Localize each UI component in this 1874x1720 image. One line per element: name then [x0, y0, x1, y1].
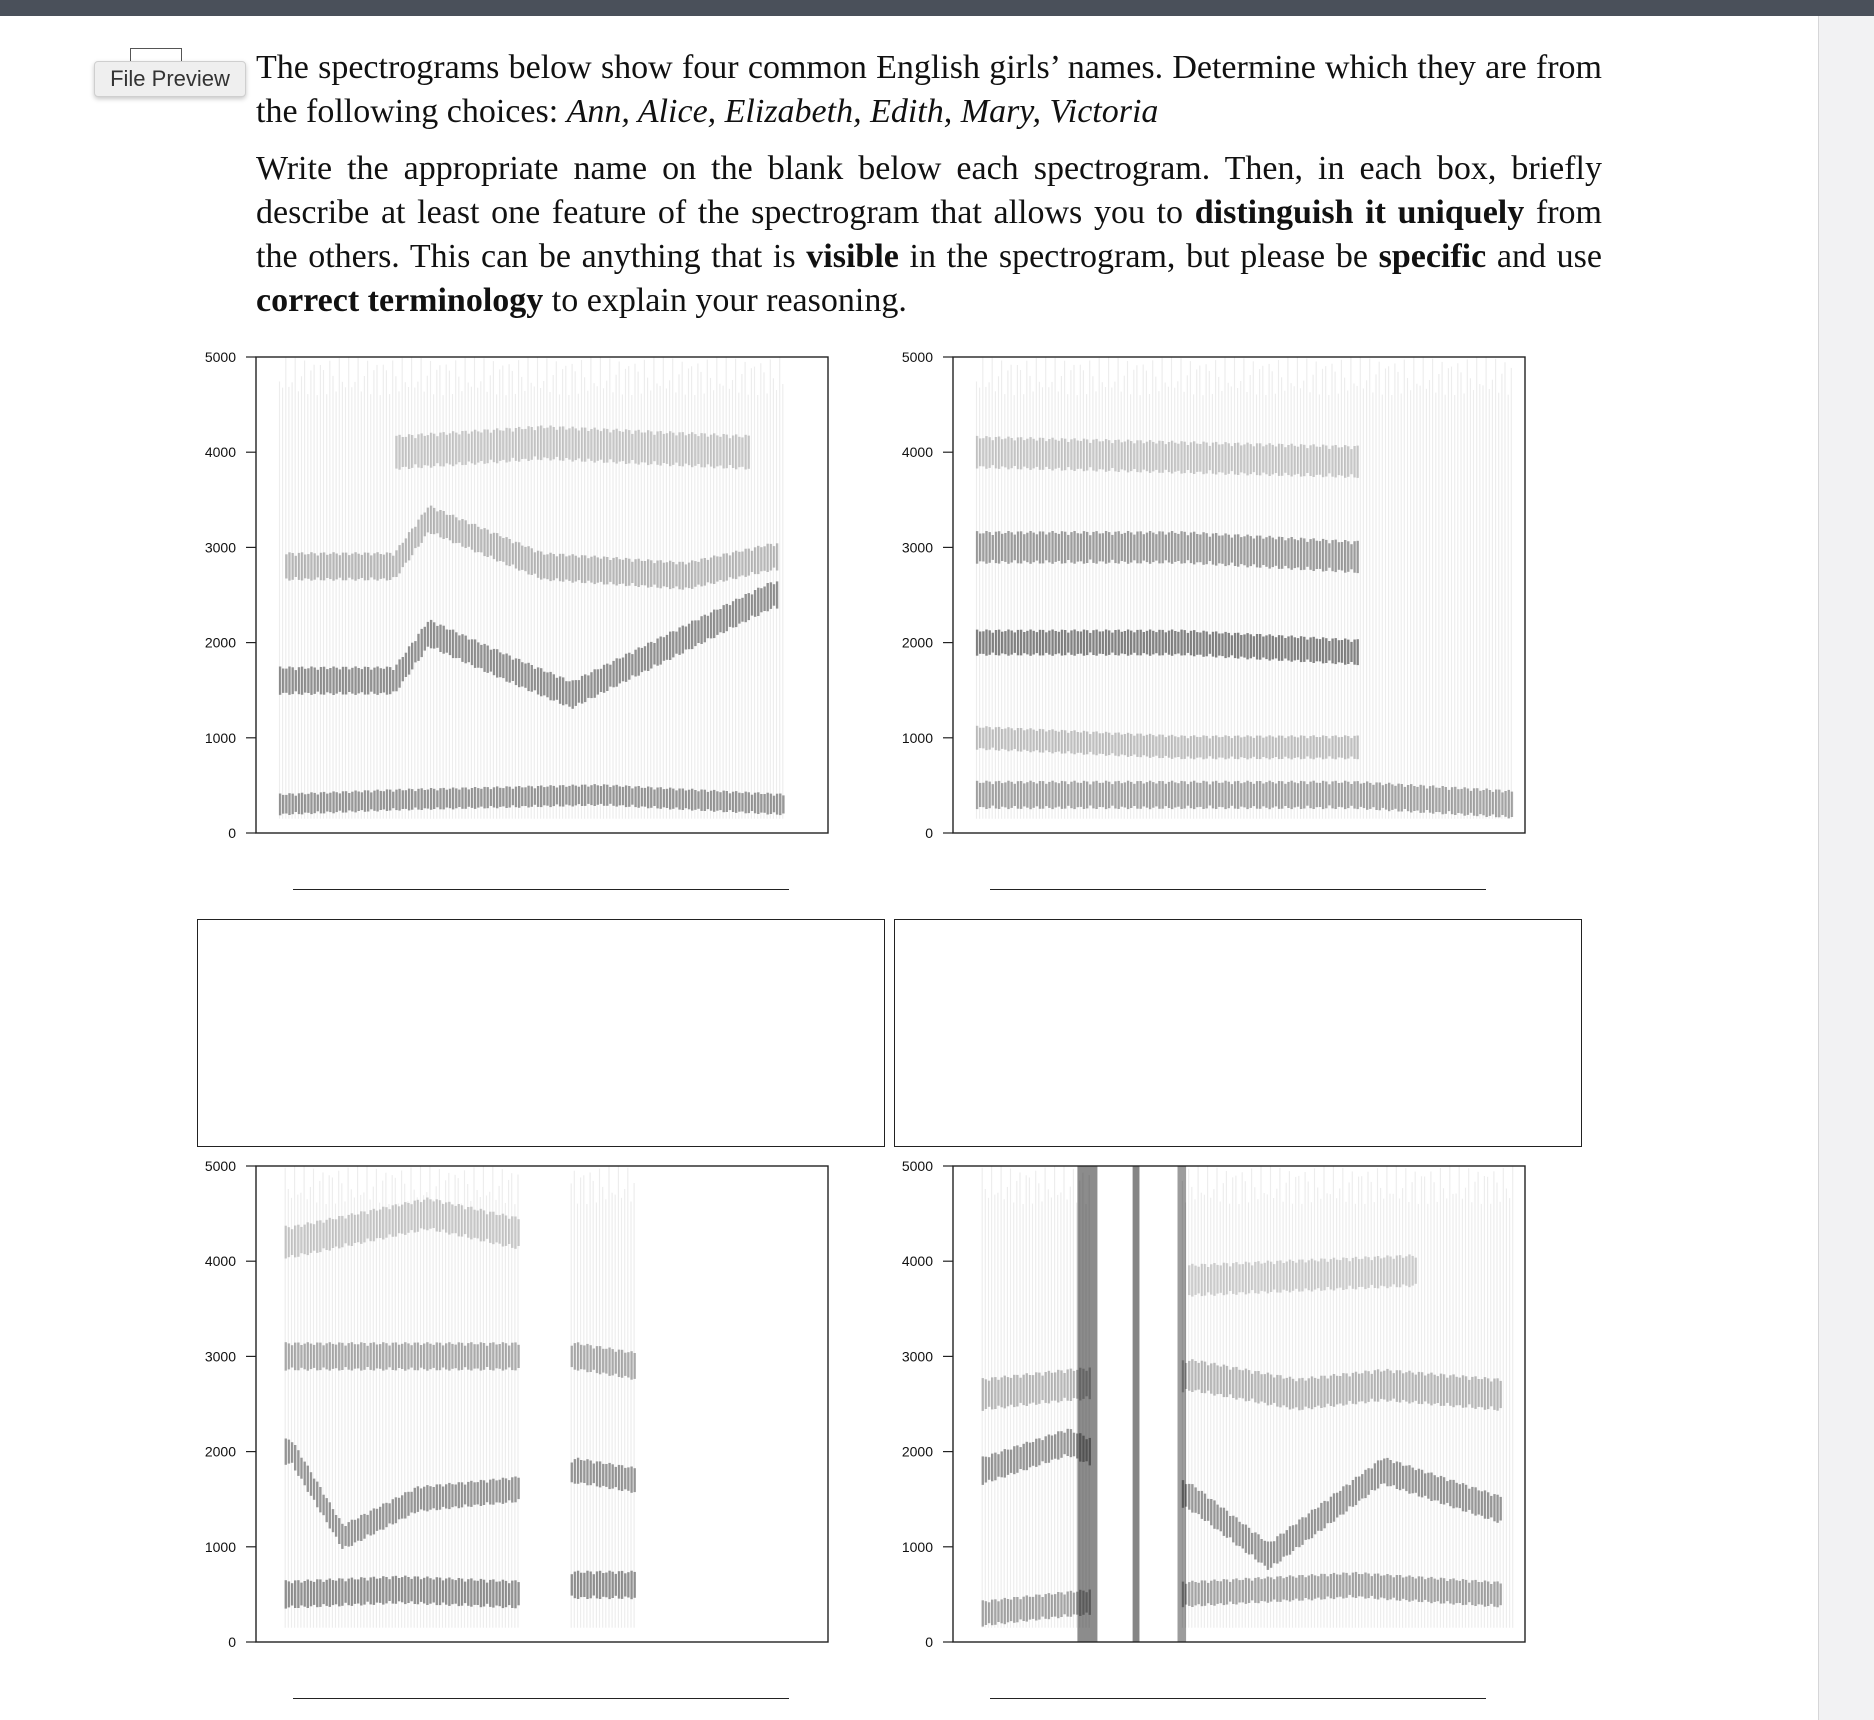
- spectrogram-energy: [976, 357, 1513, 819]
- y-tick-label: 3000: [901, 539, 933, 556]
- y-tick-label: 0: [925, 1634, 933, 1650]
- y-tick-label: 4000: [204, 444, 236, 461]
- bold-text-run: visible: [806, 238, 899, 275]
- text-run: The spectrograms below show four common English girls’ names. Determine which they are from the following choices:: [256, 49, 1602, 130]
- italic-text-run: Ann, Alice, Elizabeth, Edith, Mary, Victoria: [566, 93, 1159, 130]
- y-tick-label: 5000: [901, 1158, 933, 1174]
- bold-text-run: correct terminology: [256, 282, 544, 319]
- y-tick-label: 2000: [901, 634, 933, 651]
- text-run: from the others. This can be anything that is: [256, 194, 1602, 275]
- spectrogram-3: [205, 1158, 828, 1650]
- text-run: in the spectrogram, but please be: [898, 238, 1379, 275]
- bold-text-run: specific: [1378, 238, 1487, 275]
- y-tick-label: 4000: [901, 444, 933, 461]
- y-tick-label: 4000: [901, 1253, 933, 1270]
- text-run: Write the appropriate name on the blank below each spectrogram. Then, in each box, briefly describe at least one feature of the spectrogram that allows you to: [256, 150, 1602, 231]
- y-tick-label: 2000: [204, 634, 236, 651]
- y-tick-label: 4000: [204, 1253, 236, 1270]
- answer-blank-2[interactable]: [990, 889, 1486, 890]
- y-tick-label: 1000: [901, 729, 933, 746]
- answer-blank-1[interactable]: [293, 889, 789, 890]
- spectrogram-4: [902, 1158, 1525, 1650]
- y-tick-label: 3000: [204, 539, 236, 556]
- file-preview-button[interactable]: File Preview: [94, 61, 246, 97]
- answer-blank-3[interactable]: [293, 1698, 789, 1699]
- spectrogram-energy: [285, 1166, 636, 1628]
- answer-blank-4[interactable]: [990, 1698, 1486, 1699]
- y-tick-label: 5000: [204, 1158, 236, 1174]
- burst-spike: [1178, 1166, 1187, 1642]
- y-tick-label: 0: [228, 825, 236, 841]
- y-tick-label: 0: [228, 1634, 236, 1650]
- spectrogram-energy: [982, 1166, 1514, 1642]
- text-run: and use: [1486, 238, 1602, 275]
- bold-text-run: distinguish it uniquely: [1194, 194, 1525, 231]
- burst-spike: [1133, 1166, 1140, 1642]
- y-tick-label: 1000: [204, 1538, 236, 1555]
- spectrogram-energy: [279, 357, 785, 819]
- y-tick-label: 0: [925, 825, 933, 841]
- answer-box-2[interactable]: [894, 919, 1582, 1147]
- y-tick-label: 5000: [901, 349, 933, 365]
- y-tick-label: 5000: [204, 349, 236, 365]
- spectrogram-2: [902, 349, 1525, 841]
- y-tick-label: 3000: [204, 1348, 236, 1365]
- text-run: to explain your reasoning.: [543, 282, 907, 319]
- answer-box-1[interactable]: [197, 919, 885, 1147]
- y-tick-label: 2000: [901, 1443, 933, 1460]
- y-tick-label: 3000: [901, 1348, 933, 1365]
- y-tick-label: 2000: [204, 1443, 236, 1460]
- burst-spike: [1077, 1166, 1097, 1642]
- spectrogram-1: [205, 349, 828, 841]
- y-tick-label: 1000: [204, 729, 236, 746]
- y-tick-label: 1000: [901, 1538, 933, 1555]
